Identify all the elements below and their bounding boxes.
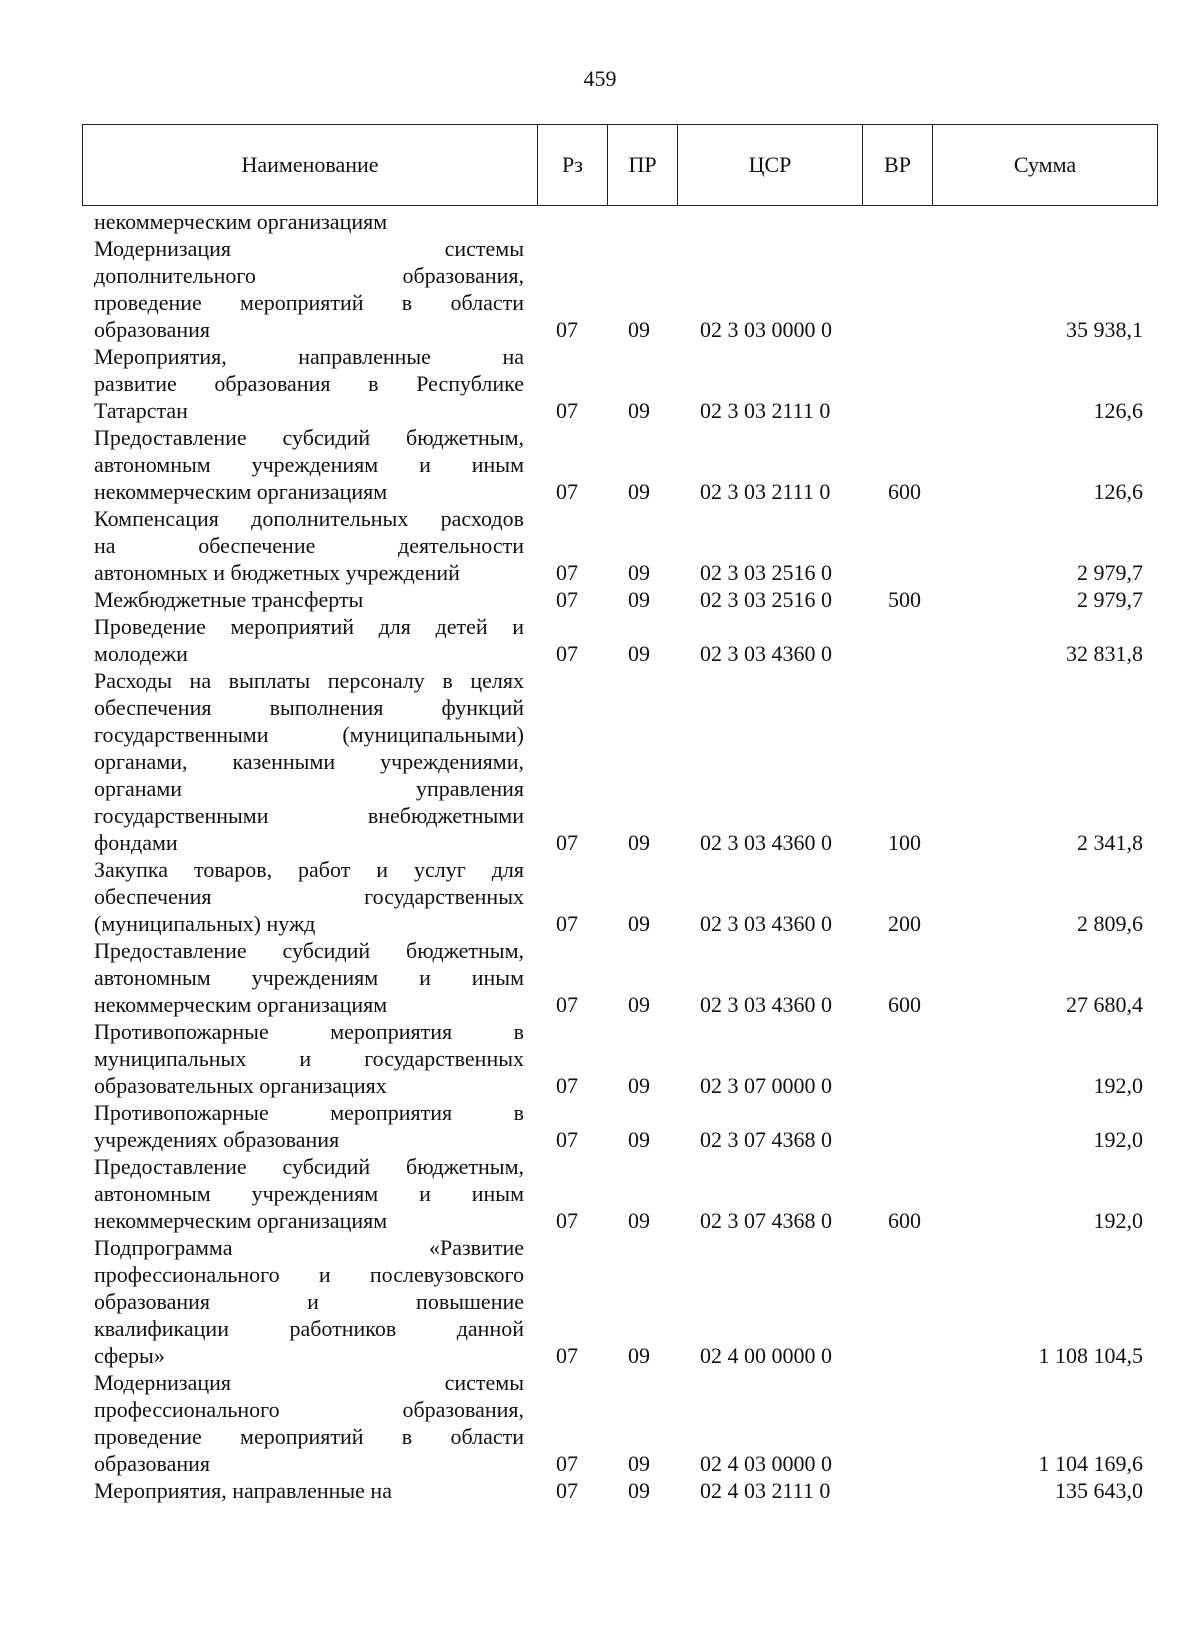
row-rz: 07 <box>556 1073 578 1098</box>
row-csr: 02 3 03 4360 0 <box>700 992 832 1017</box>
row-sum: 1 104 169,6 <box>1038 1451 1143 1476</box>
row-rz: 07 <box>556 398 578 423</box>
table-row <box>0 856 1200 937</box>
row-pr: 09 <box>628 1127 650 1152</box>
row-name-line: автономным учреждениям и иным <box>94 452 524 477</box>
row-name-line: обеспечения выполнения функций <box>94 695 524 720</box>
row-name-line: Компенсация дополнительных расходов <box>94 506 524 531</box>
table-row <box>0 1153 1200 1234</box>
row-name-line: (муниципальных) нужд <box>94 911 316 936</box>
table-row <box>0 937 1200 1018</box>
header-rz: Рз <box>538 125 608 206</box>
row-rz: 07 <box>556 479 578 504</box>
row-pr: 09 <box>628 992 650 1017</box>
row-name-line: Расходы на выплаты персоналу в целях <box>94 668 524 693</box>
table-row <box>0 1099 1200 1153</box>
table-row <box>0 424 1200 505</box>
row-rz: 07 <box>556 317 578 342</box>
row-name-line: на обеспечение деятельности <box>94 533 524 558</box>
row-name <box>94 1099 524 1153</box>
row-name <box>94 1477 524 1504</box>
table-row <box>0 613 1200 667</box>
row-sum: 2 809,6 <box>1077 911 1143 936</box>
table-row <box>0 1234 1200 1369</box>
table-row <box>0 667 1200 856</box>
row-name-line: автономным учреждениям и иным <box>94 1181 524 1206</box>
row-name <box>94 343 524 424</box>
row-rz: 07 <box>556 587 578 612</box>
row-name-line: образования <box>94 1451 211 1476</box>
row-name <box>94 208 524 235</box>
row-name-line: проведение мероприятий в области <box>94 290 524 315</box>
row-vr: 200 <box>888 911 921 936</box>
row-sum: 192,0 <box>1093 1208 1143 1233</box>
row-name-line: квалификации работников данной <box>94 1316 524 1341</box>
row-name-line: профессионального и послевузовского <box>94 1262 524 1287</box>
row-rz: 07 <box>556 992 578 1017</box>
header-csr: ЦСР <box>678 125 863 206</box>
row-name <box>94 613 524 667</box>
row-name-line: Модернизация системы <box>94 236 524 261</box>
row-sum: 192,0 <box>1093 1127 1143 1152</box>
row-name-line: Межбюджетные трансферты <box>94 587 364 612</box>
row-csr: 02 3 03 2516 0 <box>700 560 832 585</box>
row-name-line: некоммерческим организациям <box>94 479 388 504</box>
row-name-line: обеспечения государственных <box>94 884 524 909</box>
row-rz: 07 <box>556 1451 578 1476</box>
row-rz: 07 <box>556 830 578 855</box>
row-pr: 09 <box>628 587 650 612</box>
row-name-line: образовательных организациях <box>94 1073 387 1098</box>
row-name <box>94 667 524 856</box>
row-csr: 02 4 03 0000 0 <box>700 1451 832 1476</box>
row-sum: 126,6 <box>1093 398 1143 423</box>
header-name: Наименование <box>83 125 538 206</box>
row-csr: 02 3 03 4360 0 <box>700 641 832 666</box>
row-name <box>94 856 524 937</box>
row-pr: 09 <box>628 479 650 504</box>
row-name-line: автономных и бюджетных учреждений <box>94 560 460 585</box>
row-csr: 02 4 00 0000 0 <box>700 1343 832 1368</box>
row-name-line: Предоставление субсидий бюджетным, <box>94 938 524 963</box>
row-name-line: некоммерческим организациям <box>94 992 388 1017</box>
row-name-line: молодежи <box>94 641 188 666</box>
row-name-line: некоммерческим организациям <box>94 1208 388 1233</box>
row-csr: 02 3 03 4360 0 <box>700 911 832 936</box>
header-sum: Сумма <box>933 125 1158 206</box>
row-sum: 126,6 <box>1093 479 1143 504</box>
table-row <box>0 1477 1200 1504</box>
table-row <box>0 1018 1200 1099</box>
row-csr: 02 3 03 2111 0 <box>700 398 831 423</box>
page-number: 459 <box>583 66 617 91</box>
row-name-line: учреждениях образования <box>94 1127 340 1152</box>
row-name-line: Противопожарные мероприятия в <box>94 1100 524 1125</box>
row-pr: 09 <box>628 1478 650 1503</box>
row-rz: 07 <box>556 560 578 585</box>
row-csr: 02 3 03 2516 0 <box>700 587 832 612</box>
table-header <box>82 124 1158 206</box>
row-name-line: развитие образования в Республике <box>94 371 524 396</box>
table-row <box>0 208 1200 235</box>
row-pr: 09 <box>628 1073 650 1098</box>
row-pr: 09 <box>628 398 650 423</box>
row-name <box>94 424 524 505</box>
row-name <box>94 235 524 343</box>
row-name-line: Противопожарные мероприятия в <box>94 1019 524 1044</box>
row-sum: 35 938,1 <box>1066 317 1143 342</box>
row-sum: 192,0 <box>1093 1073 1143 1098</box>
row-vr: 500 <box>888 587 921 612</box>
header-pr: ПР <box>608 125 678 206</box>
row-name-line: Мероприятия, направленные на <box>94 344 524 369</box>
row-name-line: Проведение мероприятий для детей и <box>94 614 524 639</box>
row-csr: 02 3 03 4360 0 <box>700 830 832 855</box>
row-pr: 09 <box>628 830 650 855</box>
row-name <box>94 1234 524 1369</box>
row-name-line: муниципальных и государственных <box>94 1046 524 1071</box>
row-vr: 600 <box>888 479 921 504</box>
row-name-line: Мероприятия, направленные на <box>94 1478 392 1503</box>
row-name-line: органами управления <box>94 776 524 801</box>
row-vr: 600 <box>888 992 921 1017</box>
row-csr: 02 3 07 4368 0 <box>700 1127 832 1152</box>
row-sum: 2 979,7 <box>1077 587 1143 612</box>
row-name-line: некоммерческим организациям <box>94 209 388 234</box>
row-name-line: государственными внебюджетными <box>94 803 524 828</box>
row-csr: 02 3 07 4368 0 <box>700 1208 832 1233</box>
row-vr: 600 <box>888 1208 921 1233</box>
row-name-line: Татарстан <box>94 398 188 423</box>
table-body <box>0 208 1200 1504</box>
row-pr: 09 <box>628 1451 650 1476</box>
row-name-line: автономным учреждениям и иным <box>94 965 524 990</box>
row-pr: 09 <box>628 1208 650 1233</box>
row-pr: 09 <box>628 317 650 342</box>
row-name-line: органами, казенными учреждениями, <box>94 749 524 774</box>
table-row <box>0 1369 1200 1477</box>
row-name-line: Закупка товаров, работ и услуг для <box>94 857 524 882</box>
row-pr: 09 <box>628 560 650 585</box>
row-name-line: государственными (муниципальными) <box>94 722 524 747</box>
row-vr: 100 <box>888 830 921 855</box>
row-name <box>94 1018 524 1099</box>
header-vr: ВР <box>863 125 933 206</box>
row-sum: 2 341,8 <box>1077 830 1143 855</box>
row-csr: 02 3 03 2111 0 <box>700 479 831 504</box>
row-pr: 09 <box>628 911 650 936</box>
row-name-line: профессионального образования, <box>94 1397 524 1422</box>
row-name-line: образования <box>94 317 211 342</box>
row-sum: 32 831,8 <box>1066 641 1143 666</box>
row-rz: 07 <box>556 641 578 666</box>
row-rz: 07 <box>556 1343 578 1368</box>
row-sum: 1 108 104,5 <box>1038 1343 1143 1368</box>
row-rz: 07 <box>556 1127 578 1152</box>
row-name <box>94 586 524 613</box>
row-name-line: Подпрограмма «Развитие <box>94 1235 524 1260</box>
row-name-line: Модернизация системы <box>94 1370 524 1395</box>
row-pr: 09 <box>628 1343 650 1368</box>
table-row <box>0 505 1200 586</box>
row-csr: 02 4 03 2111 0 <box>700 1478 831 1503</box>
row-rz: 07 <box>556 911 578 936</box>
row-sum: 2 979,7 <box>1077 560 1143 585</box>
row-name-line: проведение мероприятий в области <box>94 1424 524 1449</box>
row-rz: 07 <box>556 1478 578 1503</box>
row-csr: 02 3 03 0000 0 <box>700 317 832 342</box>
row-sum: 135 643,0 <box>1055 1478 1143 1503</box>
row-pr: 09 <box>628 641 650 666</box>
row-rz: 07 <box>556 1208 578 1233</box>
row-name-line: фондами <box>94 830 178 855</box>
row-name <box>94 1369 524 1477</box>
row-name-line: образования и повышение <box>94 1289 524 1314</box>
row-name-line: Предоставление субсидий бюджетным, <box>94 425 524 450</box>
row-name-line: Предоставление субсидий бюджетным, <box>94 1154 524 1179</box>
row-name-line: дополнительного образования, <box>94 263 524 288</box>
row-name <box>94 505 524 586</box>
table-row <box>0 343 1200 424</box>
row-name-line: сферы» <box>94 1343 165 1368</box>
row-name <box>94 1153 524 1234</box>
table-row <box>0 586 1200 613</box>
table-row <box>0 235 1200 343</box>
row-csr: 02 3 07 0000 0 <box>700 1073 832 1098</box>
row-name <box>94 937 524 1018</box>
row-sum: 27 680,4 <box>1066 992 1143 1017</box>
